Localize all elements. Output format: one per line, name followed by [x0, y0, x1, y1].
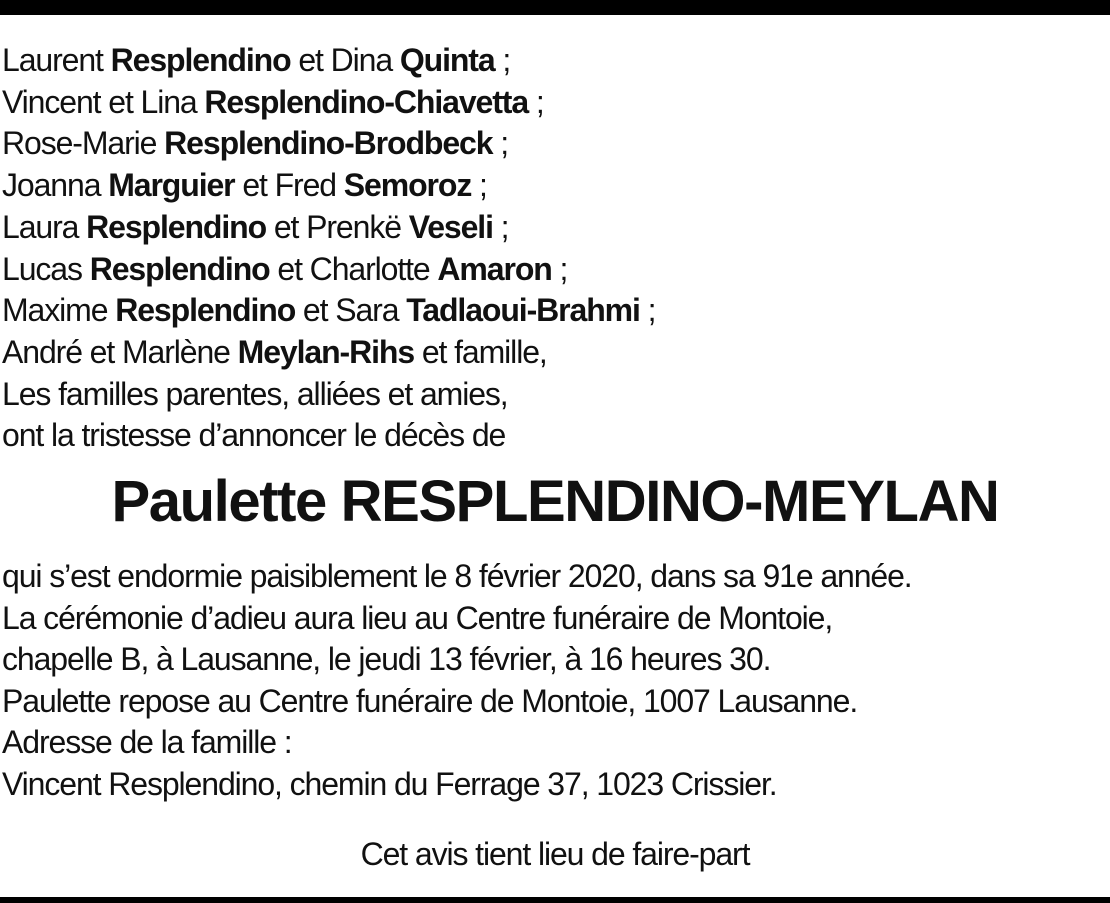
- family-text: Rose-Marie: [2, 125, 165, 162]
- family-text: Laura: [2, 208, 87, 245]
- family-text: Laurent: [2, 42, 111, 78]
- family-list: [2, 40, 1102, 457]
- family-text: Maxime: [2, 292, 116, 329]
- family-text: Lucas: [2, 250, 90, 287]
- bottom-rule: [0, 897, 1110, 903]
- detail-line: Vincent Resplendino, chemin du Ferrage 37, 1023 Crissier.: [2, 765, 777, 802]
- family-text: et Dina: [290, 42, 400, 78]
- family-surname: Meylan-Rihs: [237, 333, 415, 370]
- family-surname: Semoroz: [343, 167, 472, 204]
- family-text: Vincent et Lina: [2, 83, 205, 120]
- family-line: [2, 123, 1102, 165]
- family-line: [2, 332, 1102, 374]
- family-line: [2, 415, 1102, 457]
- footer-note: Cet avis tient lieu de faire-part: [360, 836, 750, 872]
- family-text: ;: [551, 250, 568, 287]
- family-surname: Amaron: [437, 250, 552, 287]
- family-surname: Resplendino: [115, 292, 296, 329]
- family-text: André et Marlène: [2, 333, 238, 370]
- detail-line: Adresse de la famille :: [2, 724, 292, 761]
- top-rule: [0, 0, 1110, 15]
- deceased-name: Paulette RESPLENDINO-MEYLAN: [111, 469, 999, 534]
- detail-line: qui s’est endormie paisiblement le 8 février 2020, dans sa 91e année.: [2, 558, 912, 594]
- family-line: [2, 290, 1102, 332]
- detail-line: La cérémonie d’adieu aura lieu au Centre funéraire de Montoie,: [2, 599, 833, 636]
- family-text: Les familles parentes, alliées et amies,: [2, 375, 508, 412]
- family-text: ont la tristesse d’annoncer le décès de: [2, 417, 506, 454]
- family-line: [2, 40, 1102, 82]
- family-text: ;: [492, 208, 509, 245]
- details-block: [2, 556, 1102, 806]
- family-text: et Sara: [295, 292, 407, 329]
- family-line: [2, 165, 1102, 207]
- family-surname: Tadlaoui-Brahmi: [406, 292, 640, 329]
- family-line: [2, 82, 1102, 124]
- family-surname: Resplendino: [86, 208, 267, 245]
- family-surname: Resplendino-Chiavetta: [204, 83, 529, 120]
- family-surname: Resplendino: [110, 42, 291, 78]
- family-text: ;: [528, 83, 544, 120]
- family-line: [2, 374, 1102, 416]
- family-surname: Resplendino: [89, 250, 270, 287]
- family-surname: Veseli: [408, 208, 493, 245]
- family-text: ;: [639, 292, 656, 329]
- family-line: [2, 207, 1102, 249]
- family-surname: Quinta: [399, 42, 495, 78]
- family-text: ;: [494, 42, 511, 78]
- family-surname: Marguier: [108, 167, 235, 204]
- family-text: Joanna: [2, 167, 109, 204]
- family-text: et Fred: [234, 167, 344, 204]
- family-line: [2, 249, 1102, 291]
- family-text: et Prenkë: [266, 208, 409, 245]
- detail-line: Paulette repose au Centre funéraire de Montoie, 1007 Lausanne.: [2, 682, 858, 719]
- detail-line: chapelle B, à Lausanne, le jeudi 13 février, à 16 heures 30.: [2, 641, 771, 678]
- family-text: ;: [492, 125, 509, 162]
- family-text: ;: [471, 167, 487, 204]
- family-surname: Resplendino-Brodbeck: [164, 125, 493, 162]
- family-text: et famille,: [414, 333, 547, 370]
- family-text: et Charlotte: [269, 250, 438, 287]
